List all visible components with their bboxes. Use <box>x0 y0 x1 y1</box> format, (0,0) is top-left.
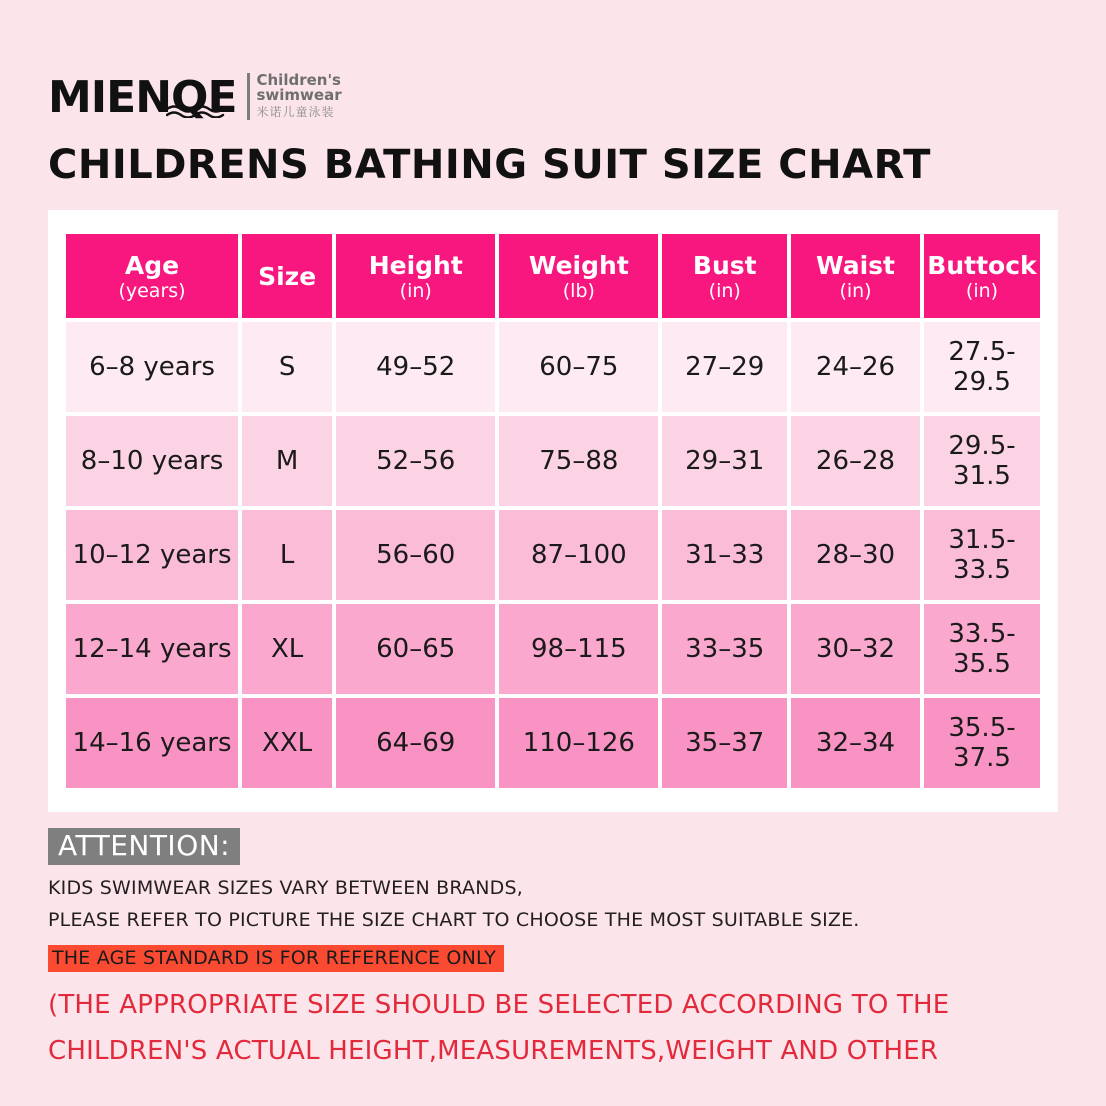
wave-icon <box>166 104 228 118</box>
attention-red-line-2: CHILDREN'S ACTUAL HEIGHT,MEASUREMENTS,WEIGHT AND OTHER <box>48 1036 939 1067</box>
cell-buttock: 33.5-35.5 <box>924 604 1040 694</box>
cell-waist: 26–28 <box>791 416 920 506</box>
column-header-height-unit: (in) <box>399 280 432 302</box>
cell-bust: 35–37 <box>662 698 787 788</box>
cell-height: 60–65 <box>336 604 495 694</box>
cell-buttock: 35.5-37.5 <box>924 698 1040 788</box>
attention-note-line-1: KIDS SWIMWEAR SIZES VARY BETWEEN BRANDS, <box>48 877 523 900</box>
cell-height: 52–56 <box>336 416 495 506</box>
cell-age: 8–10 years <box>66 416 238 506</box>
cell-waist: 32–34 <box>791 698 920 788</box>
cell-buttock: 31.5-33.5 <box>924 510 1040 600</box>
cell-size: S <box>242 322 332 412</box>
column-header-buttock <box>924 234 1040 318</box>
brand-tagline-en-line1: Children's <box>256 71 341 90</box>
cell-bust: 29–31 <box>662 416 787 506</box>
column-header-waist-unit: (in) <box>839 280 872 302</box>
table-row <box>66 510 1040 600</box>
column-header-age <box>66 234 238 318</box>
attention-highlight: THE AGE STANDARD IS FOR REFERENCE ONLY <box>48 945 504 972</box>
cell-height: 64–69 <box>336 698 495 788</box>
column-header-buttock-label: Buttock <box>927 251 1037 280</box>
cell-weight: 110–126 <box>499 698 658 788</box>
table-row <box>66 322 1040 412</box>
cell-size: XL <box>242 604 332 694</box>
attention-label: ATTENTION: <box>48 828 240 865</box>
column-header-weight-unit: (lb) <box>562 280 595 302</box>
cell-waist: 30–32 <box>791 604 920 694</box>
column-header-buttock-unit: (in) <box>965 280 999 302</box>
column-header-bust <box>662 234 787 318</box>
cell-height: 49–52 <box>336 322 495 412</box>
table-header-row <box>66 234 1040 318</box>
table-row <box>66 416 1040 506</box>
cell-bust: 31–33 <box>662 510 787 600</box>
size-chart-card <box>48 210 1058 812</box>
table-row <box>66 604 1040 694</box>
cell-weight: 87–100 <box>499 510 658 600</box>
column-header-bust-unit: (in) <box>708 280 741 302</box>
column-header-waist <box>791 234 920 318</box>
column-header-age-label: Age <box>124 251 180 280</box>
column-header-bust-label: Bust <box>692 251 757 280</box>
column-header-size <box>242 234 332 318</box>
cell-waist: 28–30 <box>791 510 920 600</box>
cell-height: 56–60 <box>336 510 495 600</box>
attention-section <box>48 828 1058 1066</box>
cell-age: 10–12 years <box>66 510 238 600</box>
brand-tagline <box>247 73 342 120</box>
cell-size: L <box>242 510 332 600</box>
cell-waist: 24–26 <box>791 322 920 412</box>
cell-age: 6–8 years <box>66 322 238 412</box>
column-header-height-label: Height <box>368 251 463 280</box>
attention-red-line-1: (THE APPROPRIATE SIZE SHOULD BE SELECTED ACCORDING TO THE <box>48 990 950 1021</box>
attention-note-line-2: PLEASE REFER TO PICTURE THE SIZE CHART TO CHOOSE THE MOST SUITABLE SIZE. <box>48 909 860 932</box>
table-row <box>66 698 1040 788</box>
cell-buttock: 27.5-29.5 <box>924 322 1040 412</box>
cell-weight: 60–75 <box>499 322 658 412</box>
cell-weight: 98–115 <box>499 604 658 694</box>
brand-tagline-en-line2: swimwear <box>256 86 342 105</box>
cell-age: 14–16 years <box>66 698 238 788</box>
column-header-weight <box>499 234 658 318</box>
cell-weight: 75–88 <box>499 416 658 506</box>
cell-bust: 33–35 <box>662 604 787 694</box>
cell-bust: 27–29 <box>662 322 787 412</box>
column-header-weight-label: Weight <box>528 251 629 280</box>
column-header-age-unit: (years) <box>118 280 186 302</box>
table-body <box>66 322 1040 788</box>
column-header-waist-label: Waist <box>816 251 895 280</box>
brand-tagline-cn: 米诺儿童泳装 <box>256 104 335 119</box>
column-header-size-label: Size <box>258 262 317 292</box>
page-title: CHILDRENS BATHING SUIT SIZE CHART <box>48 142 931 188</box>
column-header-height <box>336 234 495 318</box>
cell-size: M <box>242 416 332 506</box>
brand-logo <box>48 0 1058 123</box>
table-header <box>66 234 1040 318</box>
brand-wordmark: MIENQE <box>48 72 237 123</box>
cell-buttock: 29.5-31.5 <box>924 416 1040 506</box>
size-chart-table <box>62 230 1044 792</box>
cell-age: 12–14 years <box>66 604 238 694</box>
cell-size: XXL <box>242 698 332 788</box>
